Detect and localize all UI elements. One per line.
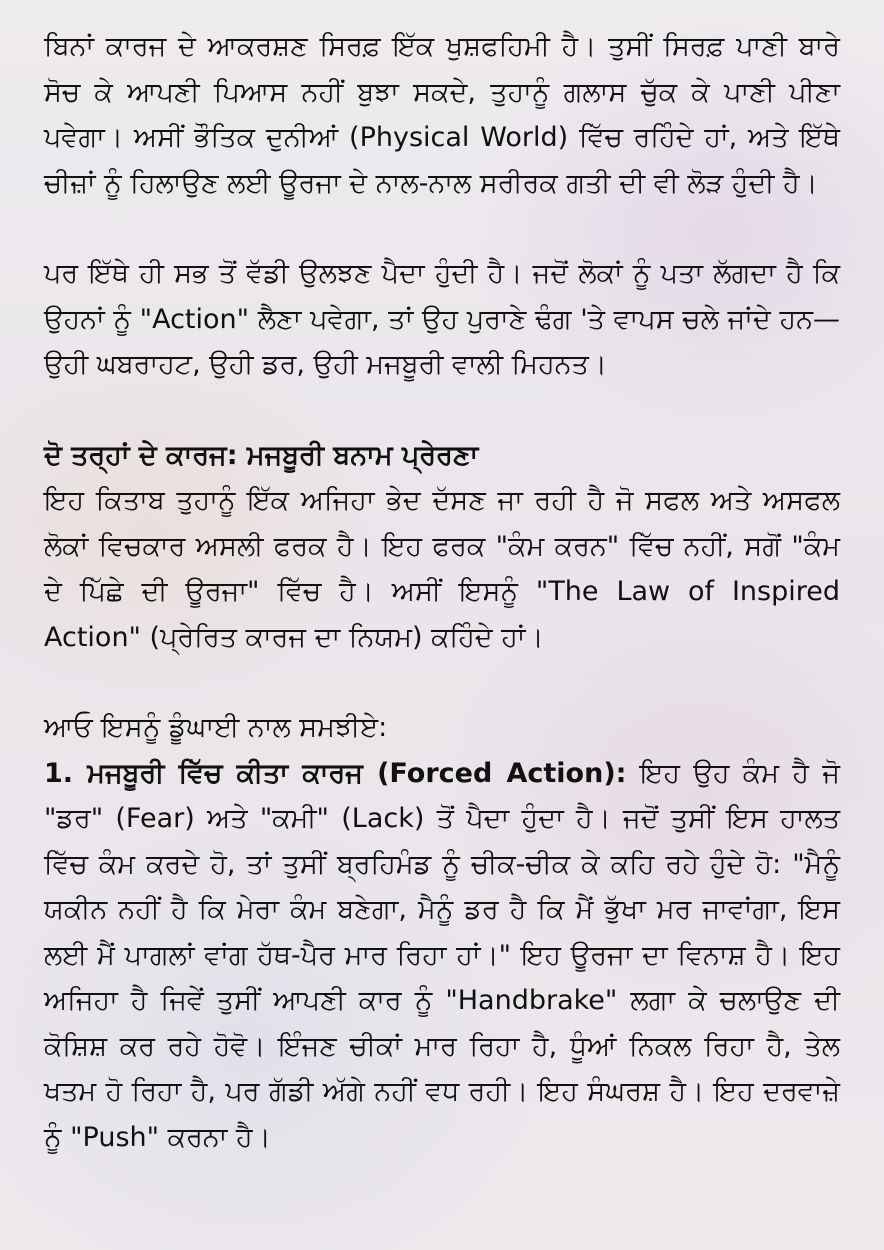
paragraph-intro: ਬਿਨਾਂ ਕਾਰਜ ਦੇ ਆਕਰਸ਼ਣ ਸਿਰਫ਼ ਇੱਕ ਖੁਸ਼ਫਹਿਮੀ ਹੈ। ਤੁਸੀਂ ਸਿਰਫ਼ ਪਾਣੀ ਬਾਰੇ ਸੋਚ ਕੇ ਆਪਣੀ ਪਿਆਸ ਨਹੀਂ ਬੁਝਾ ਸਕਦੇ, ਤੁਹਾਨੂੰ ਗਲਾਸ ਚੁੱਕ ਕੇ ਪਾਣੀ ਪੀਣਾ ਪਵੇਗਾ। ਅਸੀਂ ਭੌਤਿਕ ਦੁਨੀਆਂ (Physical World) ਵਿੱਚ ਰਹਿੰਦੇ ਹਾਂ, ਅਤੇ ਇੱਥੇ ਚੀਜ਼ਾਂ ਨੂੰ ਹਿਲਾਉਣ ਲਈ ਊਰਜਾ ਦੇ ਨਾਲ-ਨਾਲ ਸਰੀਰਕ ਗਤੀ ਦੀ ਵੀ ਲੋੜ ਹੁੰਦੀ ਹੈ। bbox=[44, 31, 840, 199]
paragraph-spacer bbox=[44, 206, 840, 251]
paragraph-understand: ਆਓ ਇਸਨੂੰ ਡੂੰਘਾਈ ਨਾਲ ਸਮਝੀਏ: bbox=[44, 712, 388, 743]
document-page bbox=[44, 24, 840, 1160]
paragraph-spacer bbox=[44, 660, 840, 705]
section-heading: ਦੋ ਤਰ੍ਹਾਂ ਦੇ ਕਾਰਜ: ਮਜਬੂਰੀ ਬਨਾਮ ਪ੍ਰੇਰਣਾ bbox=[44, 439, 479, 471]
paragraph-book-secret: ਇਹ ਕਿਤਾਬ ਤੁਹਾਨੂੰ ਇੱਕ ਅਜਿਹਾ ਭੇਦ ਦੱਸਣ ਜਾ ਰਹੀ ਹੈ ਜੋ ਸਫਲ ਅਤੇ ਅਸਫਲ ਲੋਕਾਂ ਵਿਚਕਾਰ ਅਸਲੀ ਫਰਕ ਹੈ। ਇਹ ਫਰਕ "ਕੰਮ ਕਰਨ" ਵਿੱਚ ਨਹੀਂ, ਸਗੋਂ "ਕੰਮ ਦੇ ਪਿੱਛੇ ਦੀ ਊਰਜਾ" ਵਿੱਚ ਹੈ। ਅਸੀਂ ਇਸਨੂੰ "The Law of Inspired Action" (ਪ੍ਰੇਰਿਤ ਕਾਰਜ ਦਾ ਨਿਯਮ) ਕਹਿੰਦੇ ਹਾਂ। bbox=[44, 485, 840, 653]
paragraph-forced-action bbox=[44, 751, 840, 1161]
forced-action-body: ਇਹ ਉਹ ਕੰਮ ਹੈ ਜੋ "ਡਰ" (Fear) ਅਤੇ "ਕਮੀ" (Lack) ਤੋਂ ਪੈਦਾ ਹੁੰਦਾ ਹੈ। ਜਦੋਂ ਤੁਸੀਂ ਇਸ ਹਾਲਤ ਵਿੱਚ ਕੰਮ ਕਰਦੇ ਹੋ, ਤਾਂ ਤੁਸੀਂ ਬ੍ਰਹਿਮੰਡ ਨੂੰ ਚੀਕ-ਚੀਕ ਕੇ ਕਹਿ ਰਹੇ ਹੁੰਦੇ ਹੋ: "ਮੈਨੂੰ ਯਕੀਨ ਨਹੀਂ ਹੈ ਕਿ ਮੇਰਾ ਕੰਮ ਬਣੇਗਾ, ਮੈਨੂੰ ਡਰ ਹੈ ਕਿ ਮੈਂ ਭੁੱਖਾ ਮਰ ਜਾਵਾਂਗਾ, ਇਸ ਲਈ ਮੈਂ ਪਾਗਲਾਂ ਵਾਂਗ ਹੱਥ-ਪੈਰ ਮਾਰ ਰਿਹਾ ਹਾਂ।" ਇਹ ਊਰਜਾ ਦਾ ਵਿਨਾਸ਼ ਹੈ। ਇਹ ਅਜਿਹਾ ਹੈ ਜਿਵੇਂ ਤੁਸੀਂ ਆਪਣੀ ਕਾਰ ਨੂੰ "Handbrake" ਲਗਾ ਕੇ ਚਲਾਉਣ ਦੀ ਕੋਸ਼ਿਸ਼ ਕਰ ਰਹੇ ਹੋਵੋ। ਇੰਜਣ ਚੀਕਾਂ ਮਾਰ ਰਿਹਾ ਹੈ, ਧੂੰਆਂ ਨਿਕਲ ਰਿਹਾ ਹੈ, ਤੇਲ ਖਤਮ ਹੋ ਰਿਹਾ ਹੈ, ਪਰ ਗੱਡੀ ਅੱਗੇ ਨਹੀਂ ਵਧ ਰਹੀ। ਇਹ ਸੰਘਰਸ਼ ਹੈ। ਇਹ ਦਰਵਾਜ਼ੇ ਨੂੰ "Push" ਕਰਨਾ ਹੈ। bbox=[44, 757, 840, 1153]
paragraph-spacer bbox=[44, 388, 840, 433]
forced-action-title: 1. ਮਜਬੂਰੀ ਵਿੱਚ ਕੀਤਾ ਕਾਰਜ (Forced Action): bbox=[44, 757, 627, 789]
paragraph-confusion: ਪਰ ਇੱਥੇ ਹੀ ਸਭ ਤੋਂ ਵੱਡੀ ਉਲਝਣ ਪੈਦਾ ਹੁੰਦੀ ਹੈ। ਜਦੋਂ ਲੋਕਾਂ ਨੂੰ ਪਤਾ ਲੱਗਦਾ ਹੈ ਕਿ ਉਹਨਾਂ ਨੂੰ "Action" ਲੈਣਾ ਪਵੇਗਾ, ਤਾਂ ਉਹ ਪੁਰਾਣੇ ਢੰਗ 'ਤੇ ਵਾਪਸ ਚਲੇ ਜਾਂਦੇ ਹਨ—ਉਹੀ ਘਬਰਾਹਟ, ਉਹੀ ਡਰ, ਉਹੀ ਮਜਬੂਰੀ ਵਾਲੀ ਮਿਹਨਤ। bbox=[44, 258, 840, 380]
